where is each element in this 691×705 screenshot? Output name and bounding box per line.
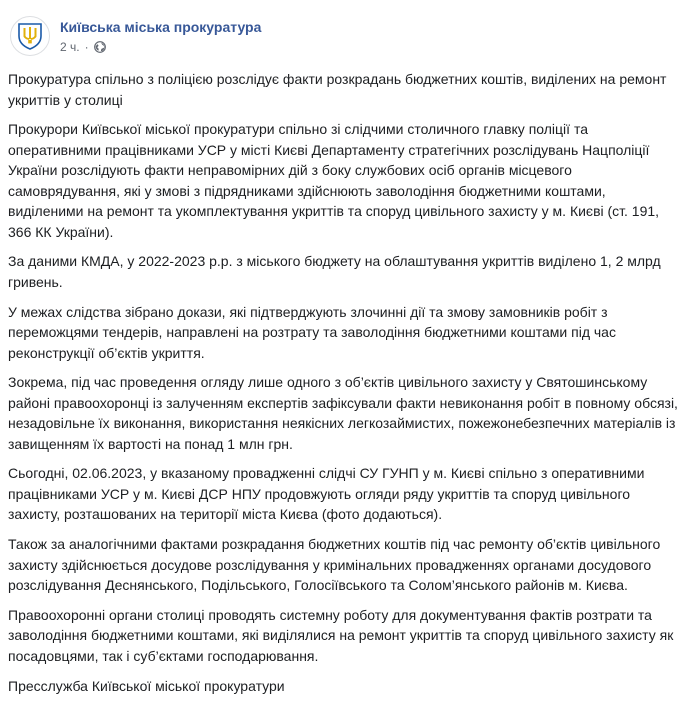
paragraph-headline: Прокуратура спільно з поліцією розслідує факти розкрадань бюджетних коштів, виділених на ремонт укриттів у столиці <box>8 71 667 108</box>
paragraph-signature: Пресслужба Київської міської прокуратури <box>8 677 285 694</box>
post-header <box>10 14 261 58</box>
page-avatar[interactable] <box>10 16 50 56</box>
paragraph: Правоохоронні органи столиці проводять системну роботу для документування фактів розтрати та заволодіння бюджетними коштами, які виділялися на ремонт укриттів та споруд цивільного захисту як посадовцями, так і суб’єктами господарювання. <box>8 606 674 664</box>
globe-icon[interactable] <box>94 41 106 53</box>
post-subline <box>60 39 261 55</box>
post-body <box>8 69 684 705</box>
paragraph: За даними КМДА, у 2022-2023 р.р. з міського бюджету на облаштування укриттів виділено 1, 2 млрд гривень. <box>8 253 661 290</box>
paragraph: Прокурори Київської міської прокуратури спільно зі слідчими столичного главку поліції та оперативними працівниками УСР у місті Києві Департаменту стратегічних розслідувань Нацполіції України розслідують факти неправомірних дій з боку службових осіб органів місцевого самоврядування, які у змові з підрядниками здійснюють заволодіння бюджетними коштами, виділеними на ремонт та укомплектування укриттів та споруд цивільного захисту у м. Києві (ст. 191, 366 КК України). <box>8 121 660 240</box>
paragraph: Також за аналогічними фактами розкрадання бюджетних коштів під час ремонту об’єктів цивільного захисту здійснюється досудове розслідування у кримінальних провадженнях органами досудового розслідування Деснянського, Подільського, Голосіївського та Солом’янського районів м. Києва. <box>8 536 661 594</box>
trident-emblem-icon <box>15 21 45 51</box>
post-meta <box>60 18 261 55</box>
page-name-link[interactable]: Київська міська прокуратура <box>60 18 262 35</box>
separator-dot: · <box>84 39 89 54</box>
paragraph: Сьогодні, 02.06.2023, у вказаному провадженні слідчі СУ ГУНП у м. Києві спільно з оперативними працівниками УСР у м. Києві ДСР НПУ продовжують огляди ряду укриттів та споруд цивільного захисту, розташованих на території міста Києва (фото додаються). <box>8 465 645 523</box>
post-timestamp[interactable]: 2 ч. <box>60 39 80 54</box>
paragraph: Зокрема, під час проведення огляду лише одного з об’єктів цивільного захисту у Святошинському районі правоохоронці із залученням експертів зафіксували факти невиконання робіт в повному обсязі, незадовільне їх виконання, використання неякісних легкозаймистих, пожежонебезпечних матеріалів із завищенням їх вартості на понад 1 млн грн. <box>8 374 678 452</box>
paragraph: У межах слідства зібрано докази, які підтверджують злочинні дії та змову замовників робіт з переможцями тендерів, направлені на розтрату та заволодіння бюджетними коштами під час реконструкції об’єктів укриття. <box>8 303 616 361</box>
